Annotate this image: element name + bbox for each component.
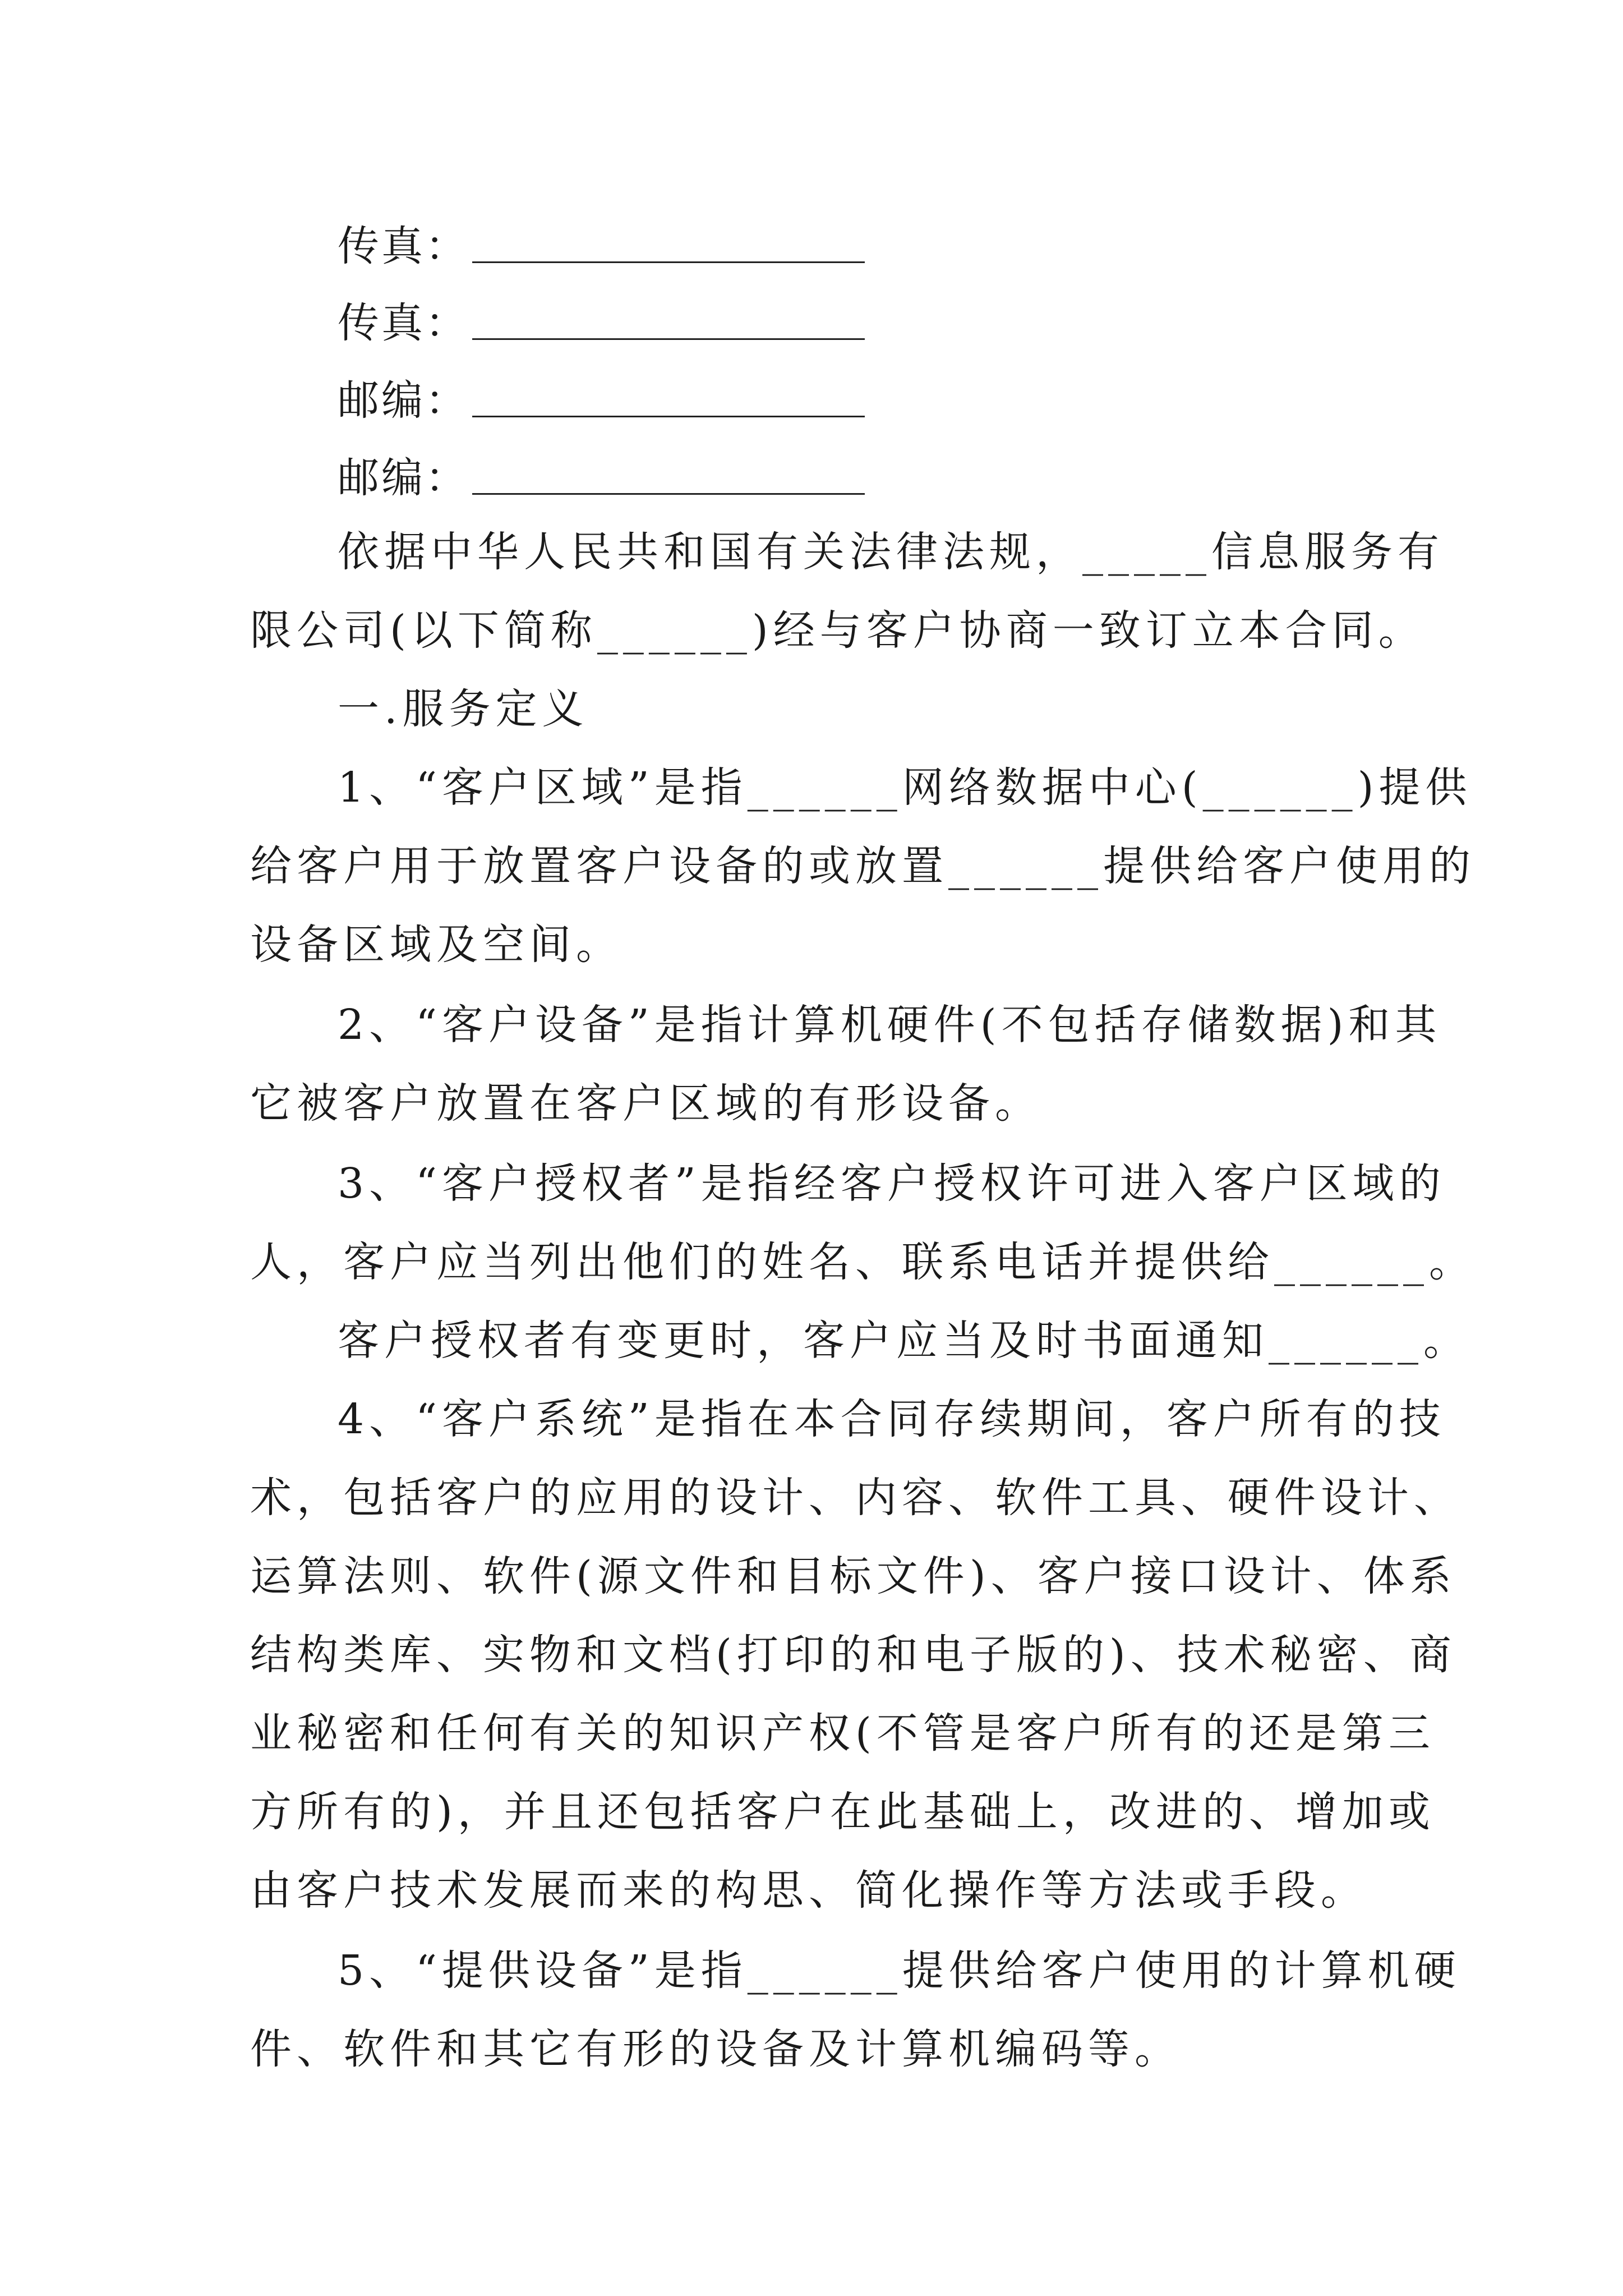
postcode-field-2 <box>338 441 865 508</box>
postcode-blank-1[interactable] <box>472 416 865 417</box>
intro-line-1: 依据中华人民共和国有关法律法规，_____信息服务有 <box>338 528 1444 576</box>
fax-label-1: 传真： <box>338 222 469 270</box>
clause-1-line-3: 设备区域及空间。 <box>250 921 623 969</box>
section-heading: 一.服务定义 <box>338 685 589 733</box>
clause-4-line-5: 业秘密和任何有关的知识产权(不管是客户所有的还是第三 <box>250 1709 1435 1757</box>
fax-blank-2[interactable] <box>472 338 865 340</box>
clause-3-line-3: 客户授权者有变更时，客户应当及时书面通知______。 <box>338 1317 1470 1365</box>
clause-1-line-1: 1、“客户区域”是指______网络数据中心(______)提供 <box>338 763 1472 812</box>
clause-4-line-3: 运算法则、软件(源文件和目标文件)、客户接口设计、体系 <box>250 1552 1456 1600</box>
postcode-blank-2[interactable] <box>472 493 865 495</box>
postcode-label-2: 邮编： <box>338 454 469 502</box>
clause-3-line-2: 人，客户应当列出他们的姓名、联系电话并提供给______。 <box>250 1238 1476 1286</box>
fax-field-1 <box>338 209 865 277</box>
clause-2-line-2: 它被客户放置在客户区域的有形设备。 <box>250 1079 1041 1128</box>
clause-4-line-2: 术，包括客户的应用的设计、内容、软件工具、硬件设计、 <box>250 1474 1460 1522</box>
clause-4-line-6: 方所有的)，并且还包括客户在此基础上，改进的、增加或 <box>250 1788 1435 1836</box>
clause-4-line-7: 由客户技术发展而来的构思、简化操作等方法或手段。 <box>250 1866 1367 1915</box>
clause-5-line-1: 5、“提供设备”是指______提供给客户使用的计算机硬 <box>338 1947 1461 1995</box>
fax-field-2 <box>338 286 865 353</box>
postcode-label-1: 邮编： <box>338 376 469 425</box>
fax-blank-1[interactable] <box>472 261 865 263</box>
clause-4-line-1: 4、“客户系统”是指在本合同存续期间，客户所有的技 <box>338 1395 1446 1443</box>
clause-4-line-4: 结构类库、实物和文档(打印的和电子版的)、技术秘密、商 <box>250 1631 1456 1679</box>
postcode-field-1 <box>338 364 865 431</box>
clause-2-line-1: 2、“客户设备”是指计算机硬件(不包括存储数据)和其 <box>338 1001 1442 1049</box>
clause-1-line-2: 给客户用于放置客户设备的或放置______提供给客户使用的 <box>250 842 1476 890</box>
fax-label-2: 传真： <box>338 299 469 347</box>
clause-3-line-1: 3、“客户授权者”是指经客户授权许可进入客户区域的 <box>338 1159 1446 1208</box>
intro-line-2: 限公司(以下简称______)经与客户协商一致订立本合同。 <box>250 606 1425 655</box>
clause-5-line-2: 件、软件和其它有形的设备及计算机编码等。 <box>250 2025 1181 2073</box>
